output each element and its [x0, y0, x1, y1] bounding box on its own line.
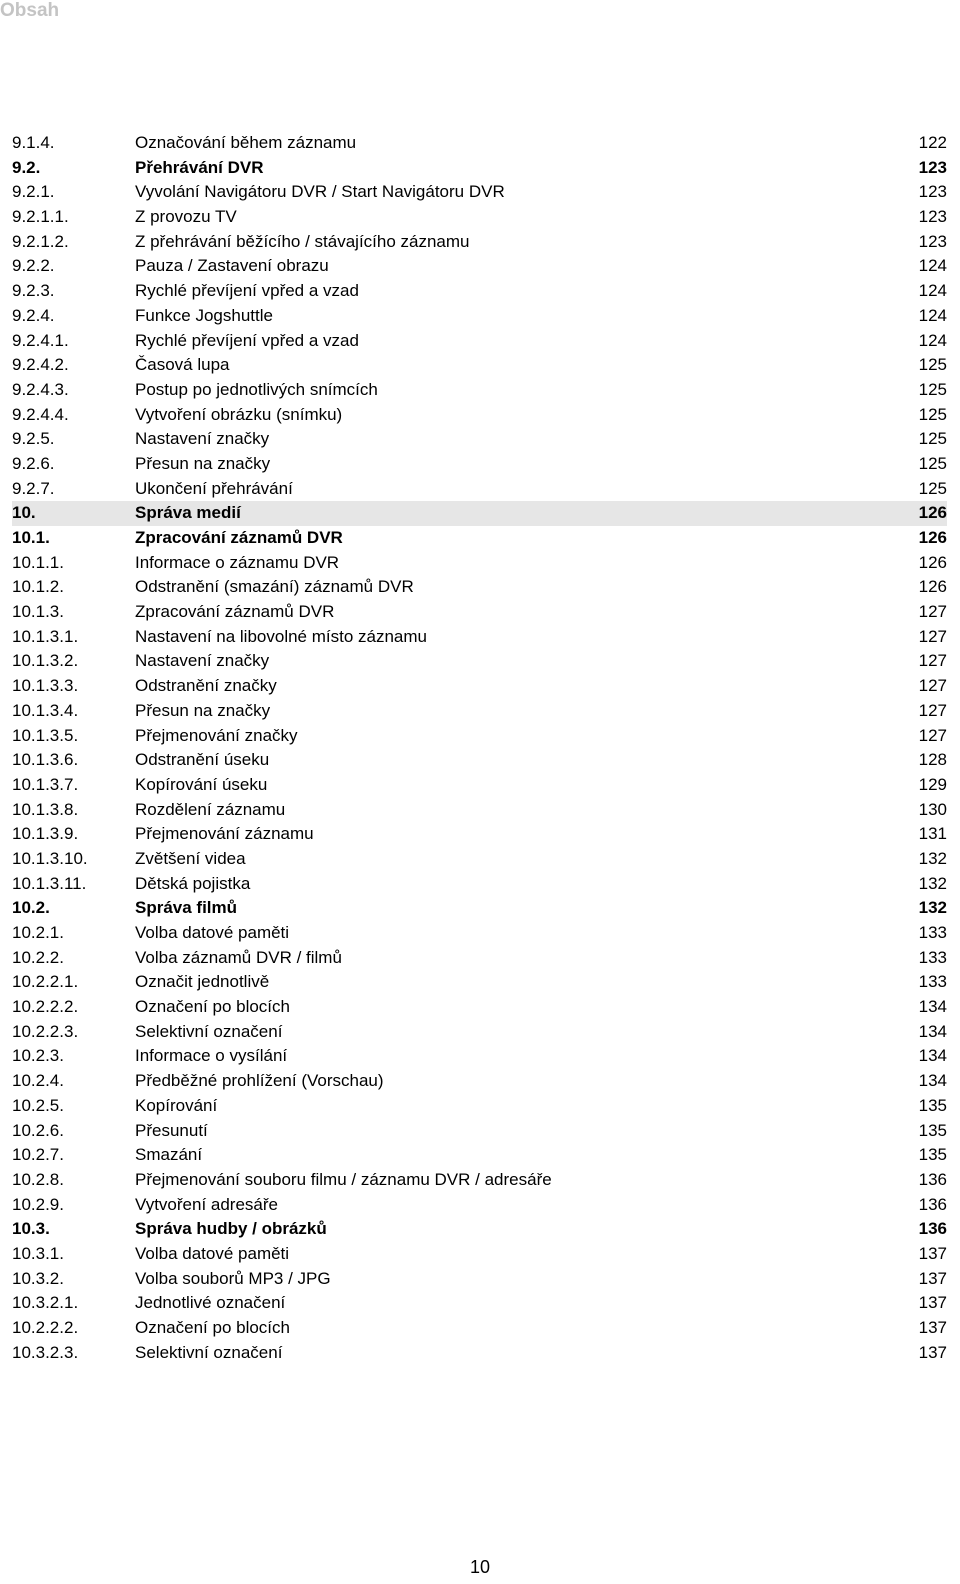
toc-entry-number: 10.2.4. [12, 1071, 64, 1091]
toc-entry-page: 124 [918, 256, 947, 276]
toc-entry-title: Jednotlivé označení [135, 1293, 286, 1313]
toc-entry [12, 551, 947, 576]
toc-entry-number: 10.2.3. [12, 1046, 64, 1066]
toc-entry [12, 625, 947, 650]
toc-entry [12, 699, 947, 724]
toc-entry-title: Zpracování záznamů DVR [135, 602, 335, 622]
toc-entry-page: 135 [918, 1145, 947, 1165]
toc-entry [12, 1242, 947, 1267]
toc-entry-number: 10.1.3.5. [12, 725, 79, 745]
toc-entry [12, 1119, 947, 1144]
toc-entry [12, 748, 947, 773]
toc-entry-number: 10.1.3.10. [12, 848, 88, 868]
toc-entry-number: 10.3.2.1. [12, 1293, 79, 1313]
toc-entry-title: Informace o záznamu DVR [135, 552, 340, 572]
toc-entry-page: 123 [918, 182, 947, 202]
toc-entry [12, 403, 947, 428]
toc-entry-page: 136 [918, 1219, 947, 1239]
toc-entry [12, 477, 947, 502]
toc-entry-title: Přesun na značky [135, 700, 271, 720]
toc-entry-title: Správa hudby / obrázků [135, 1219, 327, 1239]
toc-entry-number: 9.2.4.4. [12, 404, 69, 424]
toc-entry-title: Selektivní označení [135, 1342, 283, 1362]
toc-entry-page: 134 [918, 1021, 947, 1041]
toc-entry [12, 156, 947, 181]
toc-entry-number: 10.2.2.2. [12, 997, 79, 1017]
toc-entry [12, 1316, 947, 1341]
toc-entry-page: 125 [918, 355, 947, 375]
toc-entry-number: 9.2.4. [12, 305, 55, 325]
toc-entry [12, 1094, 947, 1119]
toc-entry-page: 124 [918, 305, 947, 325]
toc-entry-number: 10.1.1. [12, 552, 64, 572]
toc-entry-number: 9.2.3. [12, 281, 55, 301]
toc-entry-title: Přejmenování značky [135, 725, 298, 745]
toc-entry-title: Přejmenování záznamu [135, 824, 314, 844]
toc-entry-number: 10.1.3.9. [12, 824, 79, 844]
toc-entry-number: 10.2. [12, 898, 50, 918]
toc-entry-number: 10.2.7. [12, 1145, 64, 1165]
toc-entry-page: 131 [918, 824, 947, 844]
toc-entry-page: 125 [918, 478, 947, 498]
toc-entry-page: 125 [918, 379, 947, 399]
toc-entry-title: Označování během záznamu [135, 133, 357, 152]
toc-entry-number: 9.1.4. [12, 133, 55, 152]
toc-entry-title: Dětská pojistka [135, 873, 251, 893]
toc-entry-number: 10. [12, 503, 36, 523]
toc-entry-page: 122 [918, 133, 947, 152]
toc-entry [12, 180, 947, 205]
toc-entry-number: 10.1.3. [12, 602, 64, 622]
toc-entry [12, 1291, 947, 1316]
toc-entry-page: 126 [918, 503, 947, 523]
toc-entry-title: Nastavení značky [135, 651, 270, 671]
toc-entry [12, 649, 947, 674]
toc-entry-page: 123 [918, 157, 947, 177]
toc-entry [12, 847, 947, 872]
toc-entry-page: 132 [918, 873, 947, 893]
toc-entry-number: 10.2.2.1. [12, 972, 79, 992]
toc-entry-page: 126 [918, 528, 947, 547]
toc-entry-number: 10.2.2.2. [12, 1318, 79, 1337]
toc-entry-number: 10.1.3.6. [12, 750, 79, 770]
toc-entry-page: 125 [918, 404, 947, 424]
toc-entry-number: 10.2.2. [12, 947, 64, 967]
toc-entry-title: Vytvoření adresáře [135, 1194, 278, 1214]
toc-entry [12, 798, 947, 823]
toc-entry-title: Rychlé převíjení vpřed a vzad [135, 330, 359, 350]
toc-entry [12, 378, 947, 403]
toc-entry-title: Z provozu TV [135, 207, 237, 227]
toc-entry [12, 674, 947, 699]
toc-entry-number: 10.2.1. [12, 923, 64, 942]
toc-entry-page: 134 [918, 1071, 947, 1091]
toc-entry-title: Zvětšení videa [135, 848, 246, 868]
toc-entry-page: 133 [918, 972, 947, 992]
toc-entry [12, 1341, 947, 1366]
toc-entry [12, 921, 947, 946]
toc-entry-page: 136 [918, 1169, 947, 1189]
toc-entry [12, 254, 947, 279]
toc-entry-number: 10.2.5. [12, 1095, 64, 1115]
toc-entry-number: 10.1.2. [12, 577, 64, 597]
toc-entry-number: 10.1. [12, 528, 50, 547]
toc-entry-page: 132 [918, 848, 947, 868]
toc-entry-page: 127 [918, 700, 947, 720]
toc-entry-page: 124 [918, 281, 947, 301]
toc-entry [12, 304, 947, 329]
toc-entry [12, 131, 947, 156]
toc-entry-title: Selektivní označení [135, 1021, 283, 1041]
toc-entry [12, 995, 947, 1020]
toc-entry-number: 10.3. [12, 1219, 50, 1239]
toc-entry-number: 10.1.3.7. [12, 774, 79, 794]
toc-entry [12, 1143, 947, 1168]
toc-entry-number: 9.2.1.2. [12, 231, 69, 251]
toc-entry-title: Přehrávání DVR [135, 157, 264, 177]
toc-entry-page: 129 [918, 774, 947, 794]
toc-entry-number: 9.2.2. [12, 256, 55, 276]
toc-entry [12, 872, 947, 897]
toc-entry [12, 822, 947, 847]
toc-entry-number: 10.1.3.11. [12, 873, 87, 893]
toc-entry-title: Vyvolání Navigátoru DVR / Start Navigátoru DVR [135, 182, 505, 202]
toc-entry-page: 132 [918, 898, 947, 918]
toc-entry [12, 279, 947, 304]
toc-entry-title: Kopírování úseku [135, 774, 268, 794]
toc-entry-title: Rozdělení záznamu [135, 799, 286, 819]
toc-entry-number: 10.1.3.8. [12, 799, 79, 819]
toc-entry [12, 724, 947, 749]
toc-entry [12, 353, 947, 378]
toc-entry-title: Nastavení na libovolné místo záznamu [135, 626, 427, 646]
toc-entry [12, 1044, 947, 1069]
toc-entry-title: Časová lupa [135, 355, 230, 375]
toc-entry-number: 9.2.7. [12, 478, 55, 498]
toc-entry-title: Smazání [135, 1145, 203, 1165]
toc-entry-page: 135 [918, 1095, 947, 1115]
toc-entry-number: 10.3.2. [12, 1268, 64, 1288]
toc-entry-number: 10.1.3.1. [12, 626, 79, 646]
toc-entry-number: 10.2.2.3. [12, 1021, 79, 1041]
toc-entry-number: 9.2.6. [12, 453, 55, 473]
page-number: 10 [469, 1557, 491, 1577]
toc-entry-number: 9.2.1. [12, 182, 55, 202]
toc-entry [12, 452, 947, 477]
toc-entry-title: Volba datové paměti [135, 923, 290, 942]
toc-entry-title: Přesun na značky [135, 453, 271, 473]
toc-entry-page: 137 [918, 1318, 947, 1337]
toc-entry-title: Nastavení značky [135, 429, 270, 449]
toc-entry-title: Označit jednotlivě [135, 972, 270, 992]
toc-entry-page: 133 [918, 923, 947, 942]
toc-entry-page: 135 [918, 1120, 947, 1140]
toc-entry-title: Předběžné prohlížení (Vorschau) [135, 1071, 384, 1091]
toc-entry-number: 9.2.5. [12, 429, 55, 449]
toc-entry-title: Odstranění (smazání) záznamů DVR [135, 577, 414, 597]
toc-entry-title: Z přehrávání běžícího / stávajícího záznamu [135, 231, 470, 251]
toc-entry-page: 137 [918, 1342, 947, 1362]
toc-entry-page: 124 [918, 330, 947, 350]
table-of-contents [12, 131, 947, 1365]
toc-entry-title: Postup po jednotlivých snímcích [135, 379, 378, 399]
toc-entry-number: 10.2.9. [12, 1194, 64, 1214]
toc-entry [12, 575, 947, 600]
toc-entry [12, 600, 947, 625]
toc-entry-title: Správa medií [135, 503, 241, 523]
toc-entry [12, 1168, 947, 1193]
toc-entry-page: 127 [918, 626, 947, 646]
toc-entry [12, 1069, 947, 1094]
toc-entry-title: Odstranění značky [135, 676, 277, 696]
toc-entry-number: 9.2.4.1. [12, 330, 69, 350]
toc-entry-page: 137 [918, 1293, 947, 1313]
toc-entry [12, 1020, 947, 1045]
toc-entry [12, 329, 947, 354]
toc-entry-title: Správa filmů [135, 898, 238, 918]
toc-entry-number: 9.2. [12, 157, 41, 177]
toc-entry-title: Informace o vysílání [135, 1046, 288, 1066]
toc-entry-page: 127 [918, 651, 947, 671]
toc-entry-title: Vytvoření obrázku (snímku) [135, 404, 343, 424]
toc-entry-title: Označení po blocích [135, 997, 290, 1017]
toc-entry [12, 526, 947, 551]
toc-entry-number: 10.2.6. [12, 1120, 64, 1140]
toc-entry-page: 123 [918, 207, 947, 227]
toc-entry-page: 134 [918, 997, 947, 1017]
toc-entry-title: Přesunutí [135, 1120, 208, 1140]
toc-entry-page: 134 [918, 1046, 947, 1066]
toc-entry-title: Ukončení přehrávání [135, 478, 293, 498]
toc-entry-title: Volba záznamů DVR / filmů [135, 947, 342, 967]
toc-entry-page: 128 [918, 750, 947, 770]
toc-entry-title: Odstranění úseku [135, 750, 270, 770]
toc-entry-number: 10.1.3.3. [12, 676, 79, 696]
toc-entry-number: 10.1.3.4. [12, 700, 79, 720]
toc-entry-title: Rychlé převíjení vpřed a vzad [135, 281, 359, 301]
toc-entry [12, 501, 947, 526]
toc-entry-page: 136 [918, 1194, 947, 1214]
toc-entry [12, 230, 947, 255]
toc-entry-title: Volba souborů MP3 / JPG [135, 1268, 331, 1288]
toc-entry [12, 970, 947, 995]
toc-entry-number: 10.3.1. [12, 1243, 64, 1263]
toc-entry-number: 9.2.4.3. [12, 379, 69, 399]
page-header-title: Obsah [0, 0, 60, 21]
toc-entry-page: 125 [918, 429, 947, 449]
toc-entry-title: Volba datové paměti [135, 1243, 290, 1263]
toc-entry-number: 9.2.1.1. [12, 207, 69, 227]
toc-entry-title: Zpracování záznamů DVR [135, 528, 343, 547]
toc-entry [12, 1217, 947, 1242]
toc-entry-number: 10.1.3.2. [12, 651, 79, 671]
toc-entry-title: Funkce Jogshuttle [135, 305, 273, 325]
toc-entry-page: 127 [918, 676, 947, 696]
toc-entry-page: 126 [918, 552, 947, 572]
toc-entry-page: 127 [918, 602, 947, 622]
toc-entry [12, 1193, 947, 1218]
toc-entry-number: 10.3.2.3. [12, 1342, 79, 1362]
toc-entry-page: 125 [918, 453, 947, 473]
toc-entry-title: Pauza / Zastavení obrazu [135, 256, 329, 276]
toc-entry [12, 427, 947, 452]
toc-entry-page: 126 [918, 577, 947, 597]
toc-entry-page: 137 [918, 1268, 947, 1288]
toc-entry-page: 137 [918, 1243, 947, 1263]
toc-entry-page: 123 [918, 231, 947, 251]
toc-entry [12, 1267, 947, 1292]
toc-entry-title: Přejmenování souboru filmu / záznamu DVR / adresáře [135, 1169, 552, 1189]
toc-entry [12, 205, 947, 230]
toc-entry-page: 130 [918, 799, 947, 819]
toc-entry-page: 133 [918, 947, 947, 967]
toc-entry [12, 946, 947, 971]
toc-entry [12, 773, 947, 798]
toc-entry-number: 10.2.8. [12, 1169, 64, 1189]
toc-entry-number: 9.2.4.2. [12, 355, 69, 375]
toc-entry-title: Označení po blocích [135, 1318, 290, 1337]
toc-entry [12, 896, 947, 921]
toc-entry-page: 127 [918, 725, 947, 745]
toc-entry-title: Kopírování [135, 1095, 218, 1115]
